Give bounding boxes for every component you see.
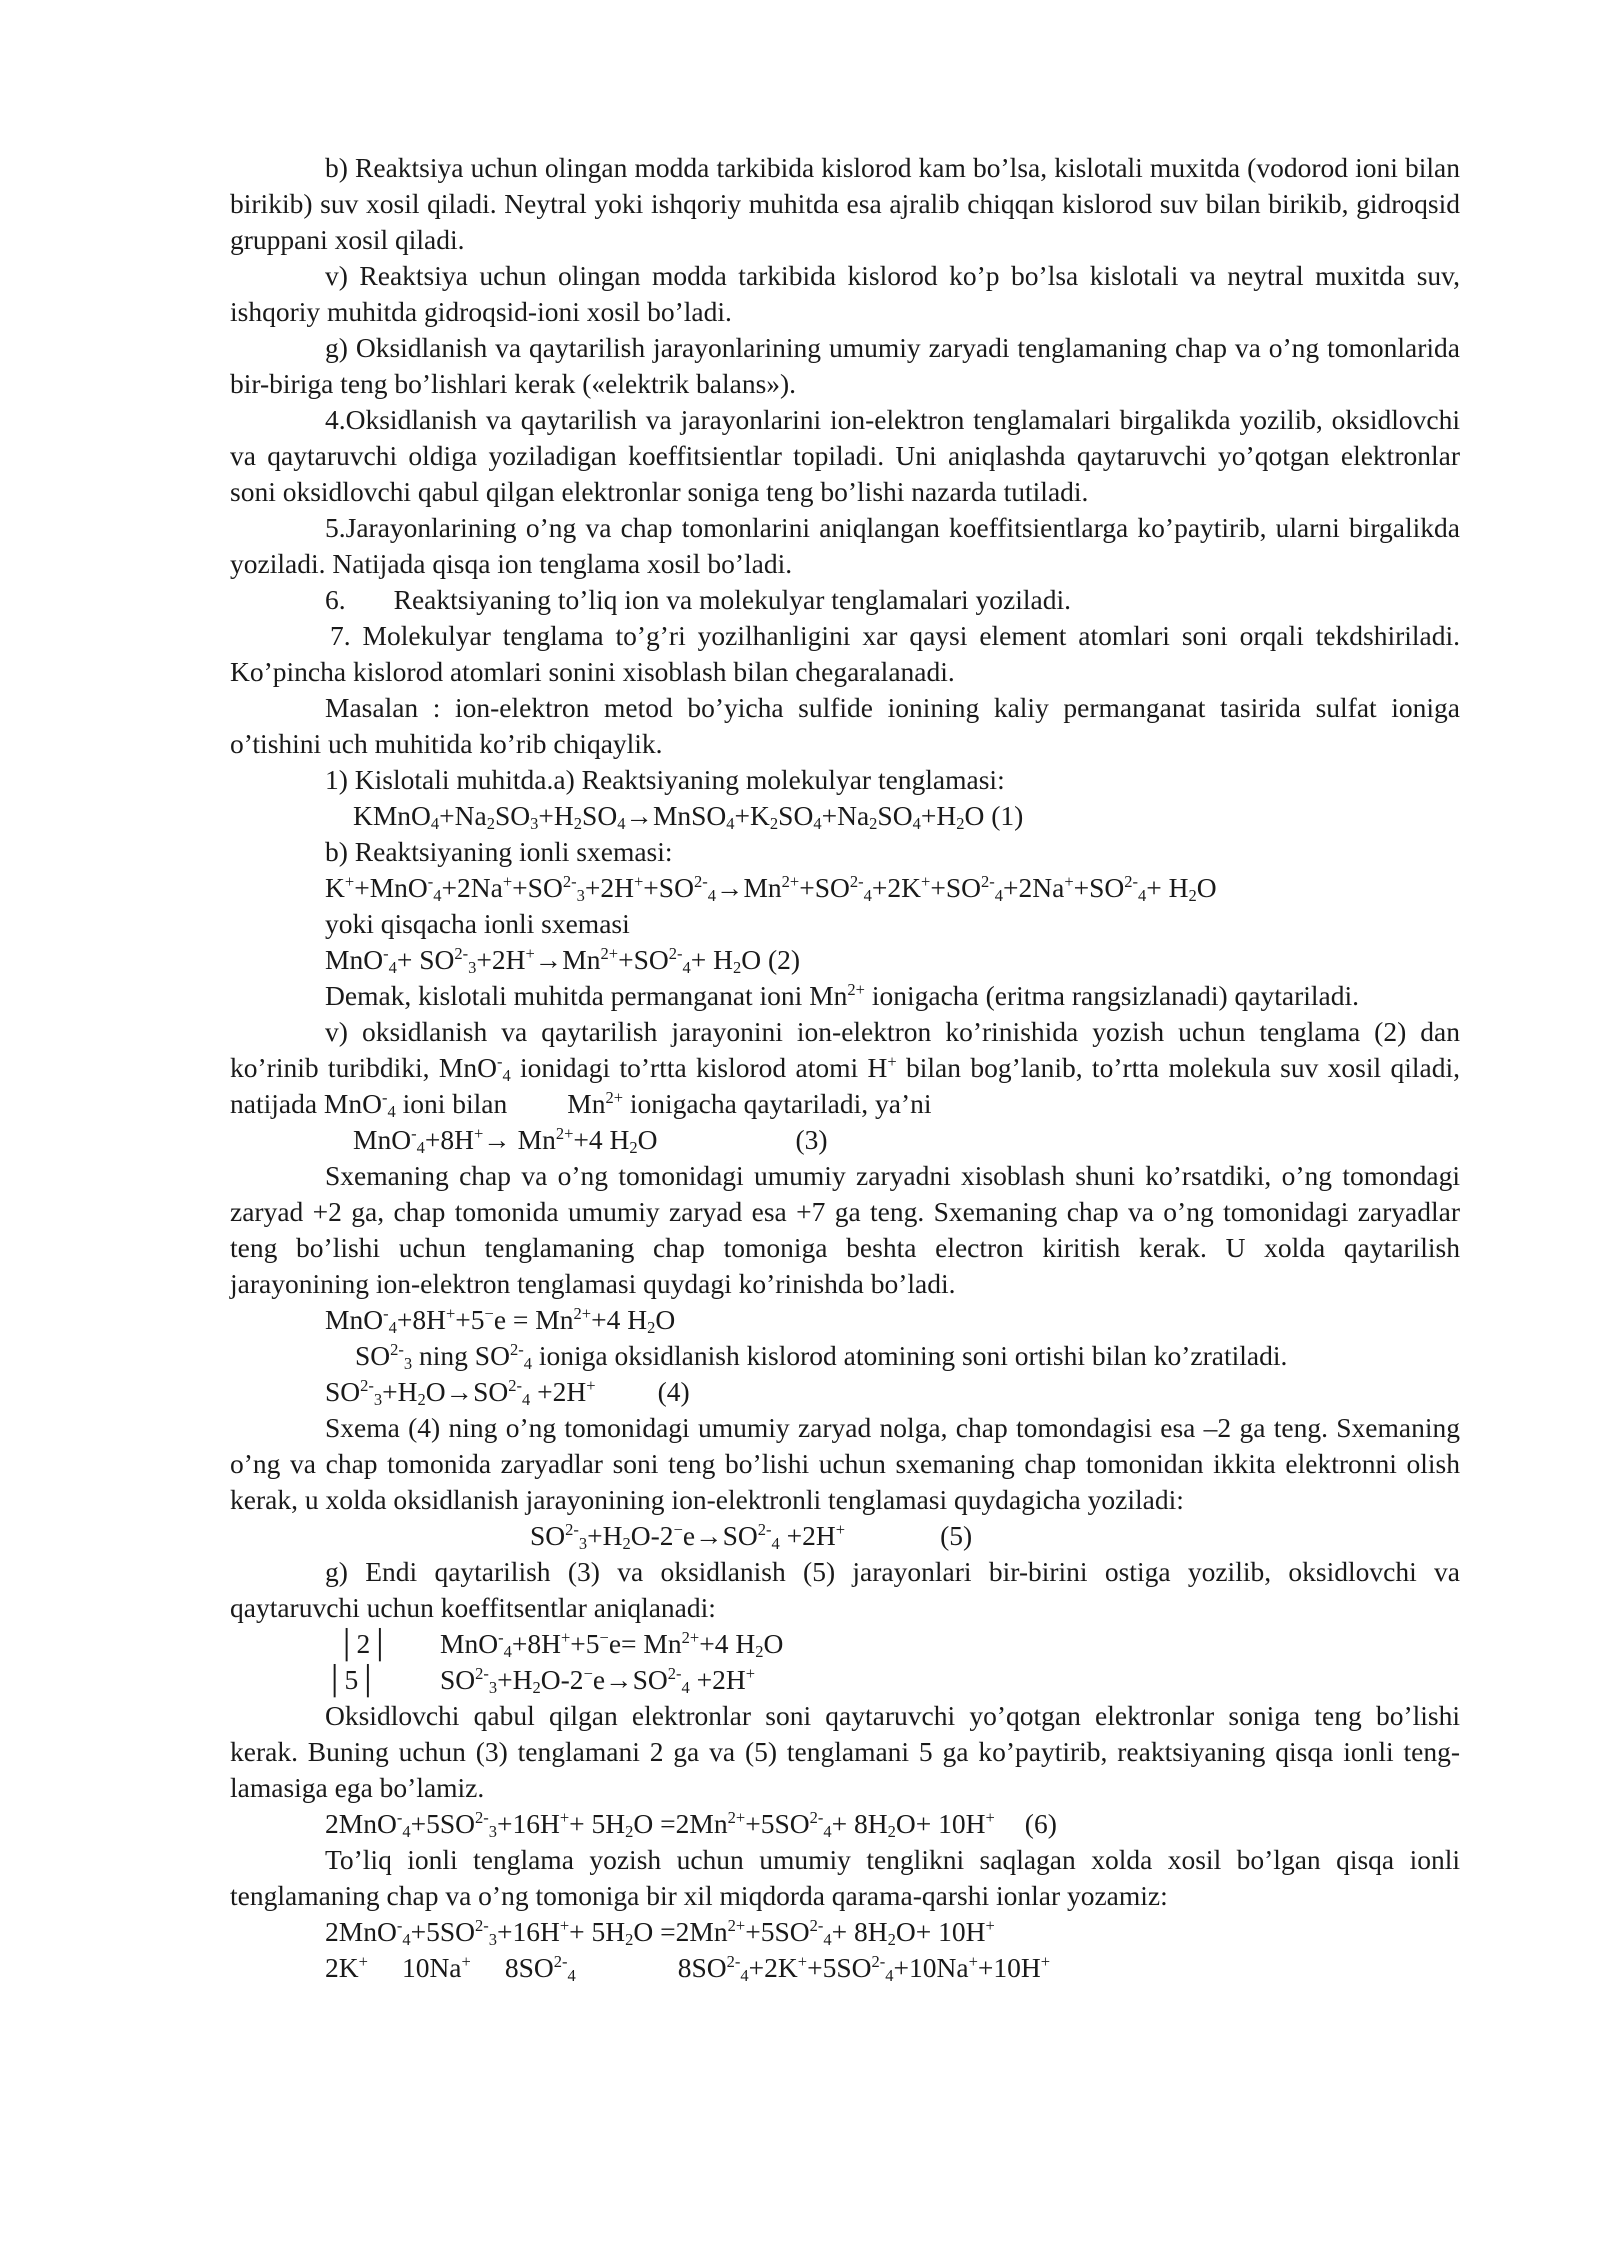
paragraph-g2: g) Endi qaytarilish (3) va oksidlanish (5) jarayonlari bir-birini ostiga yozilib, oksidlovchi va qaytaruvchi uchun koeffitsentlar aniqlanadi:: [230, 1556, 1460, 1623]
short-scheme-heading: yoki qisqacha ionli sxemasi: [325, 908, 630, 939]
paragraph-6: 6. Reaktsiyaning to’liq ion va molekulyar tenglamalari yoziladi.: [325, 584, 1072, 615]
paragraph-demak: Demak, kislotali muhitda permanganat ioni $Mn^{2+}$ ionigacha (eritma rangsizlanadi) qaytariladi.: [325, 980, 1359, 1011]
equation-oxidation: $SO^{2-}_3+H_2O\to SO^{2-}_4 +2H^+$ (4): [325, 1376, 690, 1410]
equation-label-2: (2): [767, 944, 801, 975]
paragraph-v2: v) oksidlanish va qaytarilish jarayonini ion-elektron ko’rinishida yozish uchun tenglama (2) dan ko’rinib turibdiki, MnO-$_4$ ionidagi to’rtta kislorod atomi H+ bilan bog’lanib, to’rtta molekula suv xosil qiladi, natijada MnO-$_4$ ioni bilan $Mn^{2+}$ ionigacha qaytariladi, ya’ni: [230, 1016, 1460, 1122]
paragraph-sulfite-oxidation: $SO^{2-}_3$ ning $SO^{2-}_4$ ioniga oksidlanish kislorod atomining soni ortishi bilan ko’zratiladi.: [355, 1340, 1288, 1374]
equation-label-3: (3): [795, 1124, 828, 1155]
equation-label-5: (5): [940, 1520, 973, 1551]
equation-reduction: $MnO^-_4+8H^+\to Mn^{2+}+4$ $H_2O$ (3): [353, 1124, 828, 1158]
balance-row-2: │2│ $MnO^-_4+8H^++5^-e= Mn^{2+}+4$ $H_2O$: [230, 1626, 1460, 1662]
paragraph-4: 4.Oksidlanish va qaytarilish va jarayonlarini ion-elektron tenglamalari birgalikda yozilib, oksidlovchi va qaytaruvchi oldiga yoziladigan koeffitsientlar topiladi. Uni aniqlashda qaytaruvchi yo’qotgan elektronlar soni oksidlovchi qabul qilgan elektronlar soniga teng bo’lishi nazarda tutiladi.: [230, 404, 1460, 507]
balance-coefficient-2: │2│: [337, 1628, 390, 1659]
paragraph-masalan: Masalan : ion-elektron metod bo’yicha sulfide ionining kaliy permanganat tasirida sulfat ioniga o’tishini uch muhitida ko’rib chiqaylik.: [230, 692, 1460, 759]
paragraph-b: b) Reaktsiya uchun olingan modda tarkibida kislorod kam bo’lsa, kislotali muxitda (vodorod ioni bilan birikib) suv xosil qiladi. Neytral yoki ishqoriy muhitda esa ajralib chiqqan kislorod suv bilan birikib, gidroqsid gruppani xosil qiladi.: [230, 152, 1460, 255]
equation-molecular: $KMnO_4+Na_2SO_3+H_2SO_4\to MnSO_4+K_2SO_4+Na_2SO_4+H_2O$ (1): [353, 800, 1024, 834]
paragraph-sxema-2: Sxema (4) ning o’ng tomonidagi umumiy zaryad nolga, chap tomondagisi esa –2 ga teng. Sxemaning o’ng va chap tomonida zaryadlar soni teng bo’lishi uchun sxemaning chap tomonidan ikkita elektronni olish kerak, u xolda oksidlanish jarayonining ion-elektronli tenglamasi quydagicha yoziladi:: [230, 1412, 1460, 1515]
paragraph-toliq: To’liq ionli tenglama yozish uchun umumiy tenglikni saqlagan xolda xosil bo’lgan qisqa ionli tenglamaning chap va o’ng tomoniga bir xil miqdorda qarama-qarshi ionlar yozamiz:: [230, 1844, 1460, 1911]
equation-label-4: (4): [657, 1376, 690, 1407]
equation-label-6: (6): [1024, 1808, 1057, 1839]
equation-counter-ions: 2K+ 10Na+ $8SO^{2-}_4$ $8SO^{2-}_4+2K^++5SO^{2-}_4+10Na^++10H^+$: [325, 1952, 1051, 1986]
paragraph-5: 5.Jarayonlarining o’ng va chap tomonlarini aniqlangan koeffitsientlarga ko’paytirib, ularni birgalikda yoziladi. Natijada qisqa ion tenglama xosil bo’ladi.: [230, 512, 1460, 579]
paragraph-7: 7. Molekulyar tenglama to’g’ri yozilhanligini xar qaysi element atomlari soni orqali tekdshiriladi. Ko’pincha kislorod atomlari sonini xisoblash bilan chegaralanadi.: [230, 620, 1460, 687]
equation-reduction-electron: $MnO^-_4+8H^++5^-e = Mn^{2+}+4$ $H_2O$: [325, 1304, 676, 1338]
ionic-scheme-heading: b) Reaktsiyaning ionli sxemasi:: [325, 836, 673, 867]
equation-oxidation-electron: $SO^{2-}_3+H_2O-2^-e\to SO^{2-}_4 +2H^+$ (5): [530, 1520, 973, 1554]
equation-label-1: (1): [991, 800, 1024, 831]
paragraph-sxema-1: Sxemaning chap va o’ng tomonidagi umumiy zaryadni xisoblash shuni ko’rsatdiki, o’ng tomondagi zaryad +2 ga, chap tomonida umumiy zaryad esa +7 ga teng. Sxemaning chap va o’ng tomonidagi zaryadlar teng bo’lishi uchun tenglamaning chap tomoniga beshta electron kiritish kerak. U xolda qaytarilish jarayonining ion-elektron tenglamasi quydagi ko’rinishda bo’ladi.: [230, 1160, 1460, 1299]
balance-row-5: │5│ $SO^{2-}_3+H_2O-2^-e\to SO^{2-}_4 +2H^+$: [325, 1664, 756, 1698]
equation-full-ionic: $2MnO^-_4+5SO^{2-}_3+16H^++ 5H_2O =2Mn^{2+}+5SO^{2-}_4+ 8H_2O+ 10H^+$: [325, 1916, 995, 1950]
paragraph-oksidlovchi: Oksidlovchi qabul qilgan elektronlar soni qaytaruvchi yo’qotgan elektronlar soniga teng bo’lishi kerak. Buning uchun (3) tenglamani 2 ga va (5) tenglamani 5 ga ko’paytirib, reaktsiyaning qisqa ionli teng-lamasiga ega bo’lamiz.: [230, 1700, 1460, 1803]
balance-coefficient-5: │5│: [325, 1664, 378, 1695]
equation-ionic-short: $MnO^-_4+ SO^{2-}_3+2H^+\to Mn^{2+}+SO^{2-}_4+ H_2O$ (2): [325, 944, 801, 978]
equation-short-ionic: $2MnO^-_4+5SO^{2-}_3+16H^++ 5H_2O =2Mn^{2+}+5SO^{2-}_4+ 8H_2O+ 10H^+$ (6): [325, 1808, 1057, 1842]
item-1-heading: 1) Kislotali muhitda.a) Reaktsiyaning molekulyar tenglamasi:: [325, 764, 1005, 795]
equation-ionic-full: $K^++MnO^-_4+2Na^++SO^{2-}_3+2H^++SO^{2-}_4\to Mn^{2+}+SO^{2-}_4+2K^++SO^{2-}_4+2Na^++SO^{2-}_4+ H_2O$: [325, 872, 1217, 906]
paragraph-g: g) Oksidlanish va qaytarilish jarayonlarining umumiy zaryadi tenglamaning chap va o’ng tomonlarida bir-biriga teng bo’lishlari kerak («elektrik balans»).: [230, 332, 1460, 399]
document-page: [230, 150, 1460, 1986]
paragraph-v: v) Reaktsiya uchun olingan modda tarkibida kislorod ko’p bo’lsa kislotali va neytral muxitda suv, ishqoriy muhitda gidroqsid-ioni xosil bo’ladi.: [230, 260, 1460, 327]
